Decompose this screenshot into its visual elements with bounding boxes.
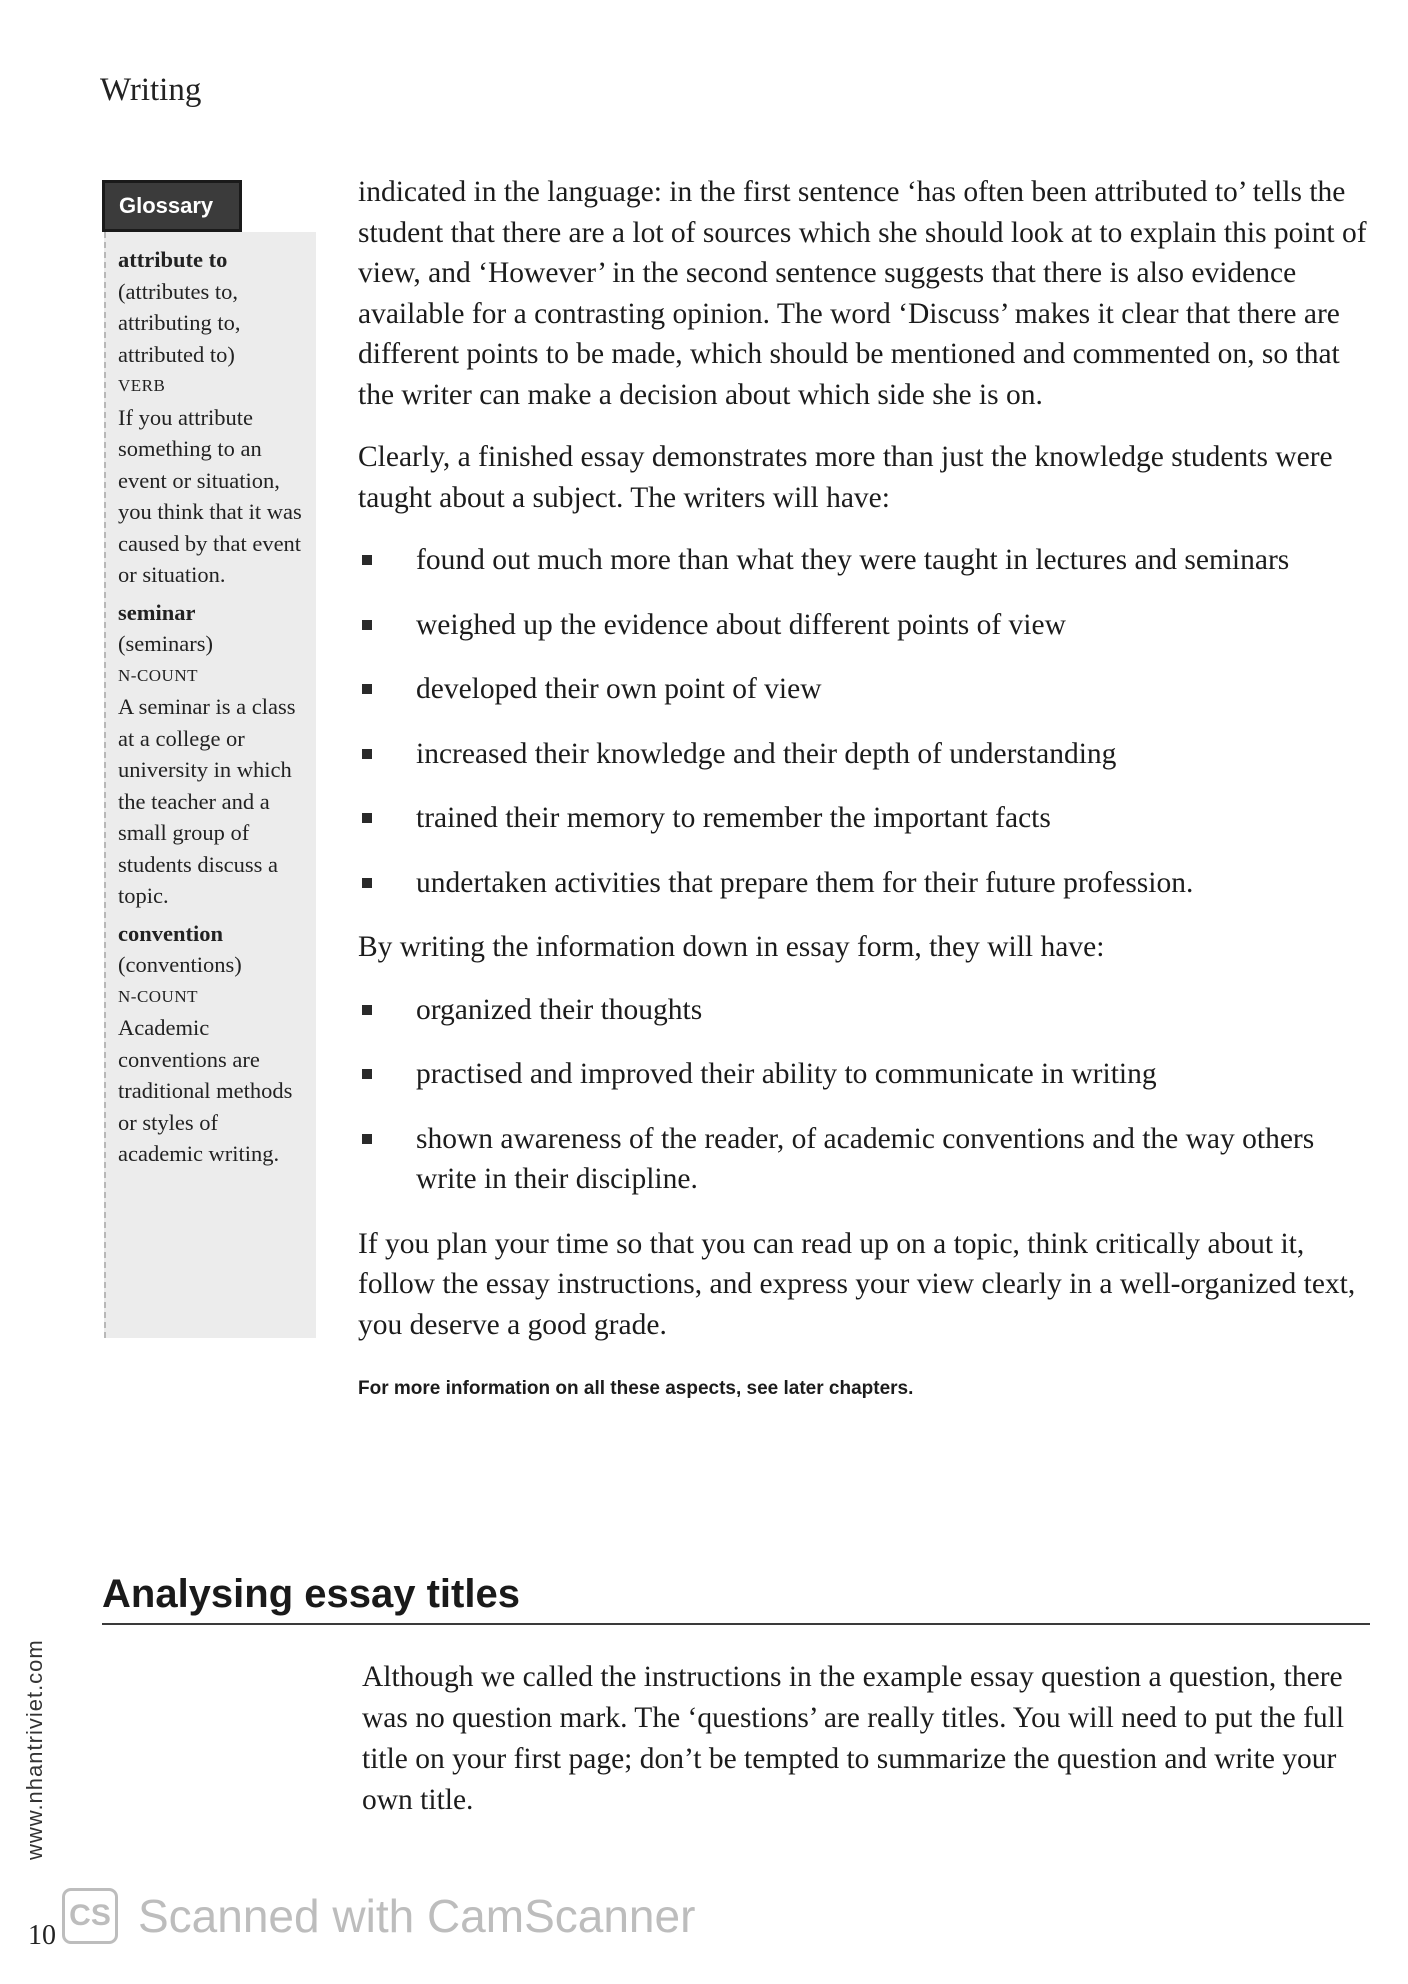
list-item bbox=[358, 1119, 1368, 1200]
glossary-term: seminar bbox=[118, 599, 196, 625]
glossary-entry bbox=[118, 918, 306, 1170]
list-item-text: organized their thoughts bbox=[416, 993, 703, 1026]
bullet-square-icon bbox=[362, 1134, 372, 1144]
list-item-text: undertaken activities that prepare them for their future profession. bbox=[416, 866, 1194, 899]
glossary-entry bbox=[118, 597, 306, 912]
list-item-text: trained their memory to remember the important facts bbox=[416, 802, 1051, 834]
scanner-watermark: Scanned with CamScanner bbox=[138, 1890, 696, 1942]
paragraph: If you plan your time so that you can read up on a topic, think critically about it, follow the essay instructions, and express your view clearly in a well-organized text, you deserve a good grade. bbox=[358, 1227, 1356, 1341]
bullet-list bbox=[358, 540, 1368, 903]
glossary-definition: If you attribute something to an event or situation, you think that it was caused by that event or situation. bbox=[118, 404, 302, 587]
list-item-text: practised and improved their ability to communicate in writing bbox=[416, 1058, 1157, 1090]
glossary-forms: (conventions) bbox=[118, 952, 242, 977]
glossary-term: attribute to bbox=[118, 247, 228, 272]
page-number: 10 bbox=[28, 1920, 56, 1951]
glossary-pos: N-COUNT bbox=[118, 665, 198, 685]
bullet-square-icon bbox=[362, 813, 372, 823]
chapter-note: For more information on all these aspects, see later chapters. bbox=[358, 1378, 914, 1399]
list-item bbox=[358, 734, 1368, 775]
list-item-text: developed their own point of view bbox=[416, 673, 822, 705]
bullet-square-icon bbox=[362, 555, 372, 565]
glossary-forms: (seminars) bbox=[118, 631, 213, 656]
glossary-pos: N-COUNT bbox=[118, 986, 198, 1006]
paragraph: Clearly, a finished essay demonstrates more than just the knowledge students were taught about a subject. The writers will have: bbox=[358, 441, 1333, 514]
paragraph: indicated in the language: in the first sentence ‘has often been attributed to’ tells the student that there are a lot of sources which she should look at to explain this point of view, and ‘However’ in the second sentence suggests that there is also evidence available for a contrasting opinion. The word ‘Discuss’ makes it clear that there are different points to be made, which should be mentioned and commented on, so that the writer can make a decision about which side she is on. bbox=[358, 176, 1367, 411]
glossary-forms: (attributes to, attributing to, attributed to) bbox=[118, 278, 241, 367]
list-item bbox=[358, 863, 1368, 904]
glossary-pos: VERB bbox=[118, 376, 166, 395]
side-url: www.nhantriviet.com bbox=[22, 1639, 47, 1860]
list-item bbox=[358, 605, 1368, 646]
glossary-definition: Academic conventions are traditional methods or styles of academic writing. bbox=[118, 1015, 293, 1166]
bullet-square-icon bbox=[362, 1005, 372, 1015]
bullet-square-icon bbox=[362, 749, 372, 759]
list-item bbox=[358, 669, 1368, 710]
paragraph: Although we called the instructions in the example essay question a question, there was no question mark. The ‘questions’ are really titles. You will need to put the full title on your first page; don’t be tempted to summarize the question and write your own title. bbox=[362, 1661, 1345, 1816]
glossary-tab: Glossary bbox=[102, 180, 242, 232]
list-item-text: shown awareness of the reader, of academic conventions and the way others write in their discipline. bbox=[416, 1122, 1315, 1195]
bullet-square-icon bbox=[362, 684, 372, 694]
bullet-square-icon bbox=[362, 1069, 372, 1079]
section-label: Writing bbox=[100, 72, 202, 108]
glossary-term: convention bbox=[118, 920, 224, 946]
main-text-column bbox=[358, 172, 1368, 1410]
list-item bbox=[358, 990, 1368, 1031]
list-item bbox=[358, 798, 1368, 839]
section-heading: Analysing essay titles bbox=[102, 1572, 1370, 1625]
camscanner-logo-icon: CS bbox=[62, 1888, 118, 1944]
bullet-list bbox=[358, 990, 1368, 1200]
glossary-definition: A seminar is a class at a college or university in which the teacher and a small group of students discuss a topic. bbox=[118, 694, 296, 908]
list-item bbox=[358, 540, 1368, 581]
list-item bbox=[358, 1054, 1368, 1095]
list-item-text: weighed up the evidence about different points of view bbox=[416, 608, 1066, 641]
bullet-square-icon bbox=[362, 878, 372, 888]
bullet-square-icon bbox=[362, 620, 372, 630]
glossary-panel bbox=[104, 232, 316, 1338]
glossary-entry bbox=[118, 244, 306, 591]
list-item-text: increased their knowledge and their depth of understanding bbox=[416, 737, 1117, 770]
paragraph: By writing the information down in essay form, they will have: bbox=[358, 931, 1105, 963]
list-item-text: found out much more than what they were taught in lectures and seminars bbox=[416, 544, 1290, 576]
